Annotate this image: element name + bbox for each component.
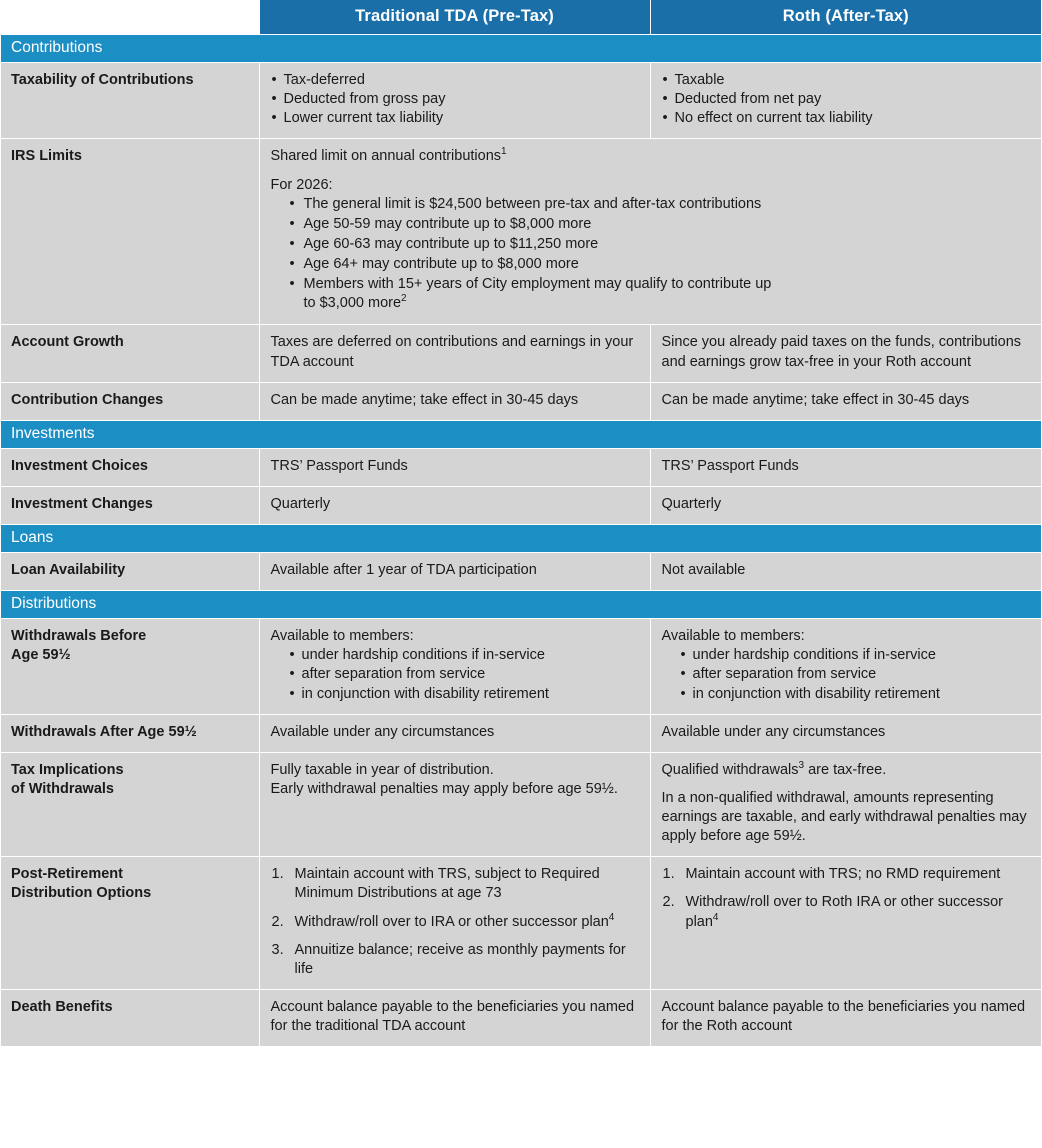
- bullet-list: [271, 195, 1032, 314]
- list-item: • in conjunction with disability retirement: [289, 685, 640, 704]
- section-band-label: Loans: [1, 525, 1041, 553]
- list-item-text: Withdraw/roll over to IRA or other successor plan: [294, 913, 609, 930]
- section-band-label: Investments: [1, 420, 1041, 448]
- cell-roth-account-growth: Since you already paid taxes on the funds, contributions and earnings grow tax-free in your Roth account: [650, 325, 1041, 382]
- table-row: [1, 382, 1041, 420]
- cell-traditional-tax-implications: [259, 752, 650, 857]
- cell-roth-investment-changes: Quarterly: [650, 486, 1041, 524]
- table-row: [1, 714, 1041, 752]
- cell-traditional-account-growth: Taxes are deferred on contributions and earnings in your TDA account: [259, 325, 650, 382]
- list-item: • under hardship conditions if in-service: [289, 646, 640, 665]
- bullet-list: [662, 71, 1032, 128]
- bullet-list: [662, 646, 1032, 703]
- cell-traditional-investment-changes: Quarterly: [259, 486, 650, 524]
- row-label-loan-availability: Loan Availability: [1, 553, 259, 591]
- list-item: • under hardship conditions if in-service: [680, 646, 1032, 665]
- row-label-tax-implications: Tax Implications of Withdrawals: [1, 752, 259, 857]
- list-item: • after separation from service: [289, 665, 640, 684]
- list-item-text: Withdraw/roll over to Roth IRA or other successor plan: [685, 894, 1004, 930]
- table-row: [1, 989, 1041, 1046]
- list-item: Annuitize balance; receive as monthly payments for life: [294, 941, 626, 977]
- table-row: [1, 619, 1041, 715]
- list-item: Maintain account with TRS; no RMD requirement: [685, 866, 1001, 883]
- intro-text: Available to members:: [661, 628, 805, 645]
- cell-roth-withdrawals-after-59: Available under any circumstances: [650, 714, 1041, 752]
- cell-roth-taxability: [650, 63, 1041, 139]
- cell-traditional-investment-choices: TRS’ Passport Funds: [259, 448, 650, 486]
- row-label-account-growth: Account Growth: [1, 325, 259, 382]
- table-row: [1, 448, 1041, 486]
- header-cell-empty: [1, 0, 259, 35]
- paragraph-line1: Fully taxable in year of distribution.: [270, 761, 494, 778]
- paragraph: In a non-qualified withdrawal, amounts representing earnings are taxable, and early withdrawal penalties may apply before age 59½.: [661, 789, 1027, 845]
- bullet-list: [271, 71, 640, 128]
- list-item: • Taxable: [662, 71, 1032, 90]
- cell-roth-tax-implications: [650, 752, 1041, 857]
- list-item: [289, 275, 1032, 313]
- footnote-marker-4: 4: [608, 911, 615, 923]
- row-label-irs-limits: IRS Limits: [1, 139, 259, 325]
- cell-roth-contribution-changes: Can be made anytime; take effect in 30-45 days: [650, 382, 1041, 420]
- tda-roth-comparison-table: [1, 0, 1041, 1047]
- paragraph-line2: Early withdrawal penalties may apply before age 59½.: [270, 780, 618, 797]
- row-label-post-retirement-options: Post-Retirement Distribution Options: [1, 857, 259, 990]
- row-label-withdrawals-before-59: Withdrawals Before Age 59½: [1, 619, 259, 715]
- shared-limit-intro: [271, 147, 1032, 166]
- footnote-marker-3: 3: [798, 759, 805, 771]
- table-row: [1, 752, 1041, 857]
- cell-traditional-taxability: [259, 63, 650, 139]
- cell-roth-death-benefits: Account balance payable to the beneficiaries you named for the Roth account: [650, 989, 1041, 1046]
- cell-traditional-withdrawals-before-59: [259, 619, 650, 715]
- cell-traditional-death-benefits: Account balance payable to the beneficiaries you named for the traditional TDA account: [259, 989, 650, 1046]
- list-item-line1: Members with 15+ years of City employment may qualify to contribute up: [303, 276, 772, 293]
- row-label-investment-changes: Investment Changes: [1, 486, 259, 524]
- bullet-list: [271, 646, 640, 703]
- list-item: • The general limit is $24,500 between pre-tax and after-tax contributions: [289, 195, 1032, 214]
- numbered-list: [271, 865, 640, 979]
- table-row: [1, 325, 1041, 382]
- table-header-row: [1, 0, 1041, 35]
- section-band-label: Contributions: [1, 35, 1041, 63]
- list-item: • Age 64+ may contribute up to $8,000 more: [289, 255, 1032, 274]
- paragraph: [662, 761, 1032, 780]
- footnote-marker-1: 1: [501, 146, 507, 158]
- header-cell-traditional: Traditional TDA (Pre-Tax): [259, 0, 650, 35]
- row-label-taxability-of-contributions: Taxability of Contributions: [1, 63, 259, 139]
- cell-shared-irs-limits: [259, 139, 1041, 325]
- section-band-distributions: [1, 591, 1041, 619]
- list-item: • No effect on current tax liability: [662, 109, 1032, 128]
- list-item: [662, 893, 1032, 931]
- table-row: [1, 63, 1041, 139]
- table-row: [1, 553, 1041, 591]
- row-label-withdrawals-after-59: Withdrawals After Age 59½: [1, 714, 259, 752]
- shared-limit-year: For 2026:: [270, 176, 333, 193]
- table-row: [1, 139, 1041, 325]
- list-item: • Lower current tax liability: [271, 109, 640, 128]
- qualified-withdrawals-text: Qualified withdrawals: [661, 761, 799, 778]
- table-row: [1, 857, 1041, 990]
- list-item: • Deducted from gross pay: [271, 90, 640, 109]
- cell-roth-withdrawals-before-59: [650, 619, 1041, 715]
- footnote-marker-2: 2: [401, 293, 407, 305]
- section-band-contributions: [1, 35, 1041, 63]
- list-item: • Age 50-59 may contribute up to $8,000 more: [289, 215, 1032, 234]
- section-band-loans: [1, 525, 1041, 553]
- table-row: [1, 486, 1041, 524]
- cell-traditional-withdrawals-after-59: Available under any circumstances: [259, 714, 650, 752]
- list-item: [271, 913, 640, 932]
- cell-roth-post-retirement-options: [650, 857, 1041, 990]
- list-item-line2: to $3,000 more: [303, 295, 402, 312]
- row-label-death-benefits: Death Benefits: [1, 989, 259, 1046]
- qualified-withdrawals-suffix: are tax-free.: [804, 761, 887, 778]
- cell-traditional-contribution-changes: Can be made anytime; take effect in 30-45 days: [259, 382, 650, 420]
- cell-roth-loan-availability: Not available: [650, 553, 1041, 591]
- list-item: Maintain account with TRS, subject to Required Minimum Distributions at age 73: [294, 866, 600, 902]
- paragraph: [271, 761, 640, 799]
- list-item: • Age 60-63 may contribute up to $11,250 more: [289, 235, 1032, 254]
- list-item: • Tax-deferred: [271, 71, 640, 90]
- shared-limit-intro-text: Shared limit on annual contributions: [270, 148, 502, 165]
- cell-roth-investment-choices: TRS’ Passport Funds: [650, 448, 1041, 486]
- list-item: • in conjunction with disability retirement: [680, 685, 1032, 704]
- list-item: • after separation from service: [680, 665, 1032, 684]
- section-band-label: Distributions: [1, 591, 1041, 619]
- list-item: • Deducted from net pay: [662, 90, 1032, 109]
- section-band-investments: [1, 420, 1041, 448]
- intro-text: Available to members:: [270, 628, 414, 645]
- footnote-marker-4: 4: [712, 911, 719, 923]
- header-cell-roth: Roth (After-Tax): [650, 0, 1041, 35]
- numbered-list: [662, 865, 1032, 931]
- cell-traditional-loan-availability: Available after 1 year of TDA participation: [259, 553, 650, 591]
- row-label-investment-choices: Investment Choices: [1, 448, 259, 486]
- cell-traditional-post-retirement-options: [259, 857, 650, 990]
- row-label-contribution-changes: Contribution Changes: [1, 382, 259, 420]
